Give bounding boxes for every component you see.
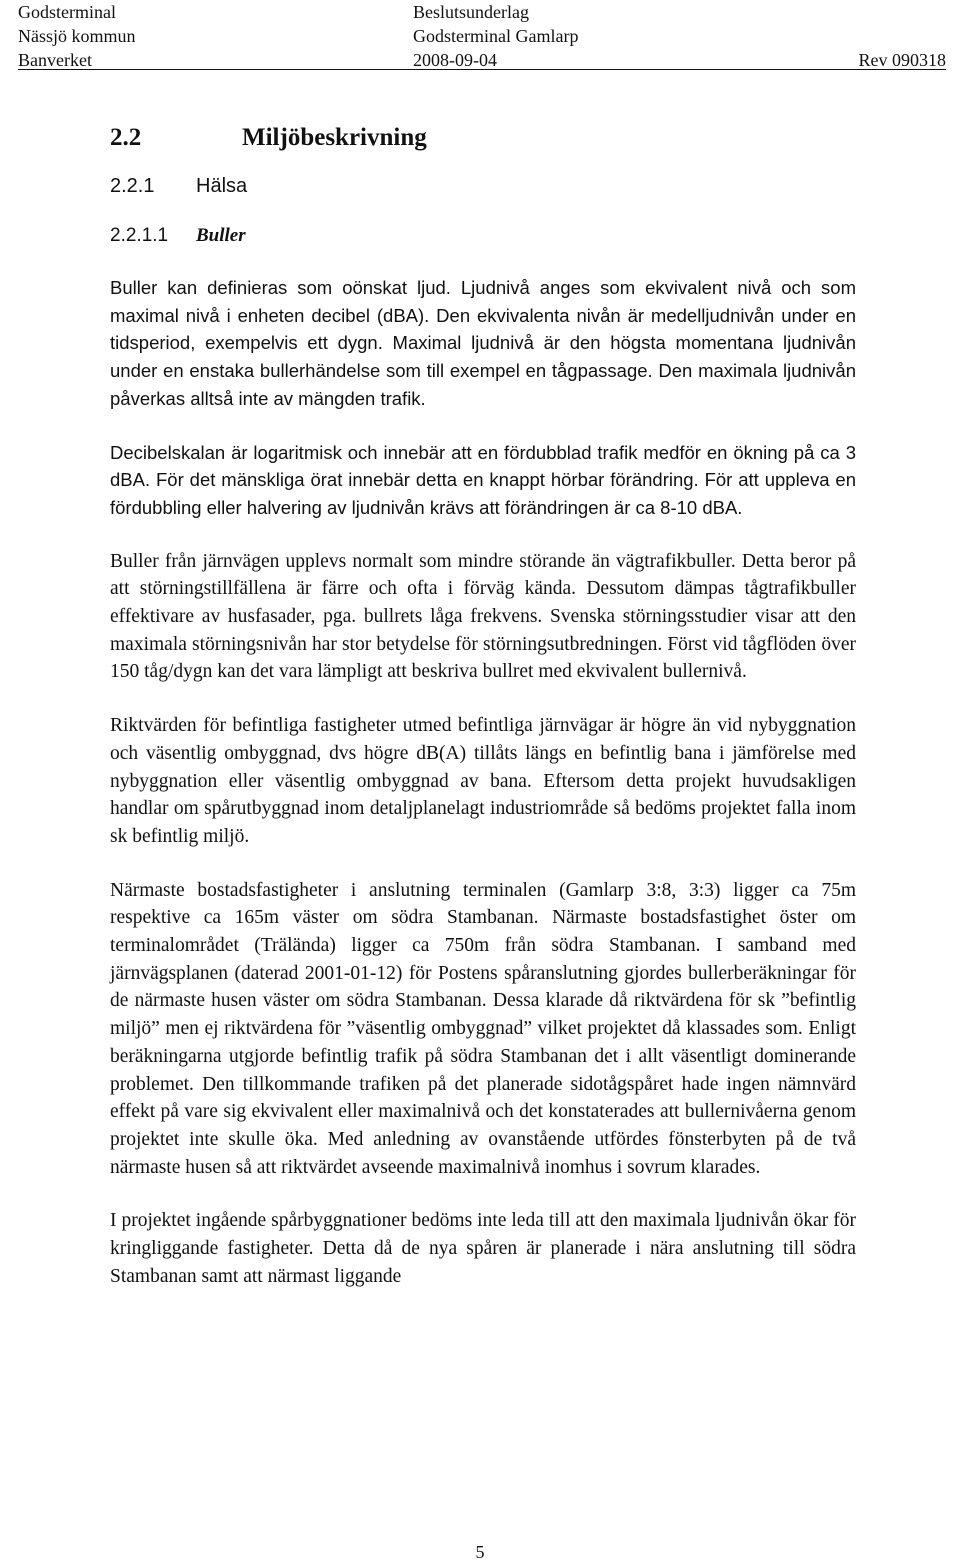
document-body xyxy=(110,118,856,1291)
section-number: 2.2 xyxy=(110,124,142,151)
paragraph-railway-noise: Buller från järnvägen upplevs normalt som mindre störande än vägtrafikbuller. Detta beror på att störningstillfällena är färre och ofta i förväg kända. Dessutom dämpas tågtrafikbuller effektivare av husfasader, pga. bullrets låga frekvens. Svenska störningsstudier visar att den maximala störningsnivån har stor betydelse för störningsutbredningen. Först vid tågflöden över 150 tåg/dygn kan det vara lämpligt att beskriva bullret med ekvivalent bullernivå. xyxy=(110,550,856,683)
section-heading xyxy=(110,118,856,158)
header-doc-type: Beslutsunderlag xyxy=(413,2,529,22)
subsubsection-title: Buller xyxy=(196,225,246,246)
header-revision: Rev 090318 xyxy=(858,50,946,70)
paragraph-guideline-values: Riktvärden för befintliga fastigheter utmed befintliga järnvägar är högre än vid nybyggnation och väsentlig ombyggnad, dvs högre dB(A) tillåts längs en befintlig bana i jämförelse med nybyggnation eller väsentlig ombyggnad av bana. Eftersom detta projekt huvudsakligen handlar om spårutbyggnad inom detaljplanelagt industriområde så bedöms projektet falla inom sk befintlig miljö. xyxy=(110,715,856,847)
subsubsection-number: 2.2.1.1 xyxy=(110,225,169,246)
header-organisation: Banverket xyxy=(18,50,92,70)
subsubsection-heading xyxy=(110,222,856,250)
header-row-2 xyxy=(18,24,946,48)
header-divider xyxy=(18,69,946,70)
paragraph-decibel-scale: Decibelskalan är logaritmisk och innebär att en fördubblad trafik medför en ökning på ca 3 dBA. För det mänskliga örat innebär detta en knappt hörbar förändring. För att uppleva en fördubbling eller halvering av ljudnivån krävs att förändringen är ca 8-10 dBA. xyxy=(110,441,856,518)
paragraph-nearest-properties: Närmaste bostadsfastigheter i anslutning terminalen (Gamlarp 3:8, 3:3) ligger ca 75m respektive ca 165m väster om södra Stambanan. Närmaste bostadsfastighet öster om terminalområdet (Trälända) ligger ca 750m från södra Stambanan. I samband med järnvägsplanen (daterad 2001-01-12) för Postens spåranslutning gjordes bullerberäkningar för de närmaste husen väster om södra Stambanan. Dessa klarade då riktvärdena för sk ”befintlig miljö” men ej riktvärdena för ”väsentlig ombyggnad” vilket projektet då klassades som. Enligt beräkningarna utgjorde befintlig trafik på södra Stambanan det i allt väsentligt dominerande problemet. Den tillkommande trafiken på det planerade sidotågspåret hade ingen nämnvärd effekt på vare sig ekvivalent eller maximalnivå och det konstaterades att bullernivåerna genom projektet inte skulle öka. Med anledning av ovanstående utfördes fönsterbyten på de två närmaste husen så att riktvärdet avseende maximalnivå inomhus i sovrum klarades. xyxy=(110,879,856,1178)
header-date: 2008-09-04 xyxy=(413,50,497,70)
paragraph-definition: Buller kan definieras som oönskat ljud. Ljudnivå anges som ekvivalent nivå och som maximal nivå i enheten decibel (dBA). Den ekvivalenta nivån är medelljudnivån under en tidsperiod, exempelvis ett dygn. Maximal ljudnivå är den högsta momentana ljudnivån under en enstaka bullerhändelse som till exempel en tågpassage. Den maximala ljudnivån påverkas alltså inte av mängden trafik. xyxy=(110,277,856,409)
header-row-1 xyxy=(18,0,946,24)
subsection-heading xyxy=(110,172,856,200)
header-doc-title: Godsterminal Gamlarp xyxy=(413,26,579,46)
subsection-number: 2.2.1 xyxy=(110,175,155,197)
header-municipality: Nässjö kommun xyxy=(18,26,136,46)
header-project: Godsterminal xyxy=(18,2,116,22)
paragraph-project-tracks: I projektet ingående spårbyggnationer bedöms inte leda till att den maximala ljudnivån ökar för kringliggande fastigheter. Detta då de nya spåren är planerade i nära anslutning till södra Stambanan samt att närmast liggande xyxy=(110,1210,856,1287)
subsection-title: Hälsa xyxy=(196,175,248,197)
page-number: 5 xyxy=(475,1542,485,1562)
section-title: Miljöbeskrivning xyxy=(242,124,427,151)
page-header xyxy=(18,0,946,72)
